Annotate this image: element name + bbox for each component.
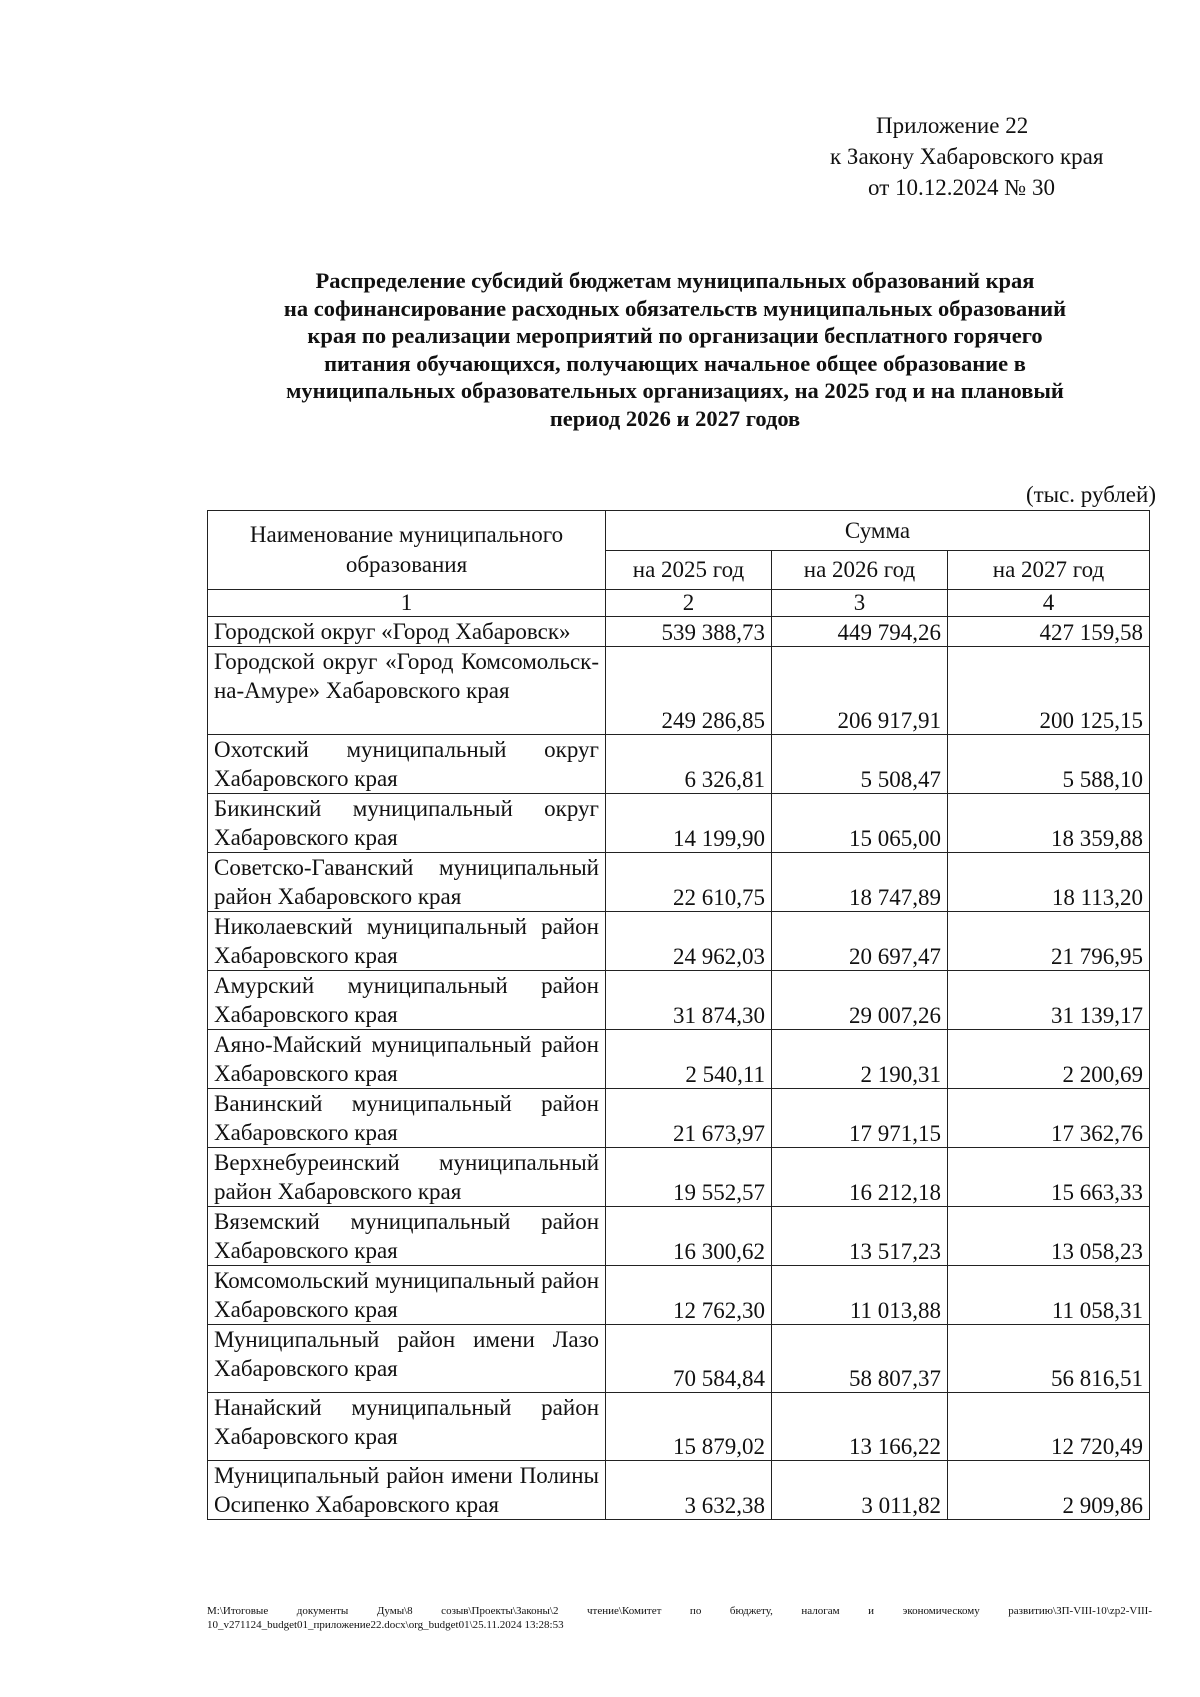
table-row (208, 647, 1150, 735)
value-2027: 18 113,20 (948, 853, 1150, 912)
municipality-name: Муниципальный район имени Полины Осипенко Хабаровского края (208, 1461, 606, 1520)
table-row (208, 1089, 1150, 1148)
appendix-header (780, 110, 1150, 203)
value-2026: 16 212,18 (772, 1148, 948, 1207)
title-line: муниципальных образовательных организациях, на 2025 год и на плановый (286, 378, 1064, 403)
title-line: питания обучающихся, получающих начальное общее образование в (324, 350, 1026, 376)
municipality-name: Охотский муниципальный округ Хабаровского края (208, 735, 606, 794)
value-2026: 3 011,82 (772, 1461, 948, 1520)
value-2026: 13 166,22 (772, 1393, 948, 1461)
table-row (208, 794, 1150, 853)
value-2025: 31 874,30 (606, 971, 772, 1030)
table-row (208, 1325, 1150, 1393)
table-row (208, 617, 1150, 647)
name-column-header: Наименование муниципального образования (208, 511, 606, 590)
table-row (208, 853, 1150, 912)
value-2027: 2 909,86 (948, 1461, 1150, 1520)
municipality-name: Амурский муниципальный район Хабаровского края (208, 971, 606, 1030)
value-2025: 70 584,84 (606, 1325, 772, 1393)
table-row (208, 735, 1150, 794)
value-2027: 56 816,51 (948, 1325, 1150, 1393)
value-2027: 31 139,17 (948, 971, 1150, 1030)
value-2025: 6 326,81 (606, 735, 772, 794)
municipality-name: Николаевский муниципальный район Хабаровского края (208, 912, 606, 971)
value-2026: 15 065,00 (772, 794, 948, 853)
column-number: 2 (606, 590, 772, 617)
value-2027: 13 058,23 (948, 1207, 1150, 1266)
value-2026: 5 508,47 (772, 735, 948, 794)
table-row (208, 1393, 1150, 1461)
table-row (208, 1266, 1150, 1325)
value-2027: 11 058,31 (948, 1266, 1150, 1325)
value-2025: 15 879,02 (606, 1393, 772, 1461)
value-2027: 427 159,58 (948, 617, 1150, 647)
municipality-name: Городской округ «Город Комсомольск-на-Амуре» Хабаровского края (208, 647, 606, 735)
value-2026: 449 794,26 (772, 617, 948, 647)
value-2027: 5 588,10 (948, 735, 1150, 794)
municipality-name: Комсомольский муниципальный район Хабаровского края (208, 1266, 606, 1325)
table-row (208, 1030, 1150, 1089)
sum-column-header: Сумма (606, 511, 1150, 551)
municipality-name: Бикинский муниципальный округ Хабаровского края (208, 794, 606, 853)
municipality-name: Верхнебуреинский муниципальный район Хабаровского края (208, 1148, 606, 1207)
value-2026: 206 917,91 (772, 647, 948, 735)
column-number: 1 (208, 590, 606, 617)
value-2027: 18 359,88 (948, 794, 1150, 853)
table-row (208, 1207, 1150, 1266)
value-2026: 11 013,88 (772, 1266, 948, 1325)
table-row (208, 971, 1150, 1030)
value-2025: 22 610,75 (606, 853, 772, 912)
title-line: Распределение субсидий бюджетам муниципальных образований края (315, 268, 1035, 293)
municipality-name: Муниципальный район имени Лазо Хабаровского края (208, 1325, 606, 1393)
year-2025-header: на 2025 год (606, 551, 772, 590)
table-row (208, 1148, 1150, 1207)
appendix-number: Приложение 22 (876, 113, 1029, 138)
municipality-name: Советско-Гаванский муниципальный район Хабаровского края (208, 853, 606, 912)
municipality-name: Вяземский муниципальный район Хабаровского края (208, 1207, 606, 1266)
value-2025: 21 673,97 (606, 1089, 772, 1148)
value-2025: 16 300,62 (606, 1207, 772, 1266)
value-2025: 539 388,73 (606, 617, 772, 647)
appendix-date: от 10.12.2024 № 30 (868, 175, 1055, 200)
value-2026: 13 517,23 (772, 1207, 948, 1266)
document-title (200, 267, 1150, 432)
value-2025: 24 962,03 (606, 912, 772, 971)
value-2026: 18 747,89 (772, 853, 948, 912)
value-2025: 14 199,90 (606, 794, 772, 853)
value-2027: 2 200,69 (948, 1030, 1150, 1089)
value-2025: 2 540,11 (606, 1030, 772, 1089)
subsidy-table (207, 510, 1150, 1520)
year-2026-header: на 2026 год (772, 551, 948, 590)
municipality-name: Городской округ «Город Хабаровск» (208, 617, 606, 647)
municipality-name: Аяно-Майский муниципальный район Хабаровского края (208, 1030, 606, 1089)
units-label: (тыс. рублей) (1025, 482, 1156, 507)
value-2026: 20 697,47 (772, 912, 948, 971)
table-row (208, 1461, 1150, 1520)
appendix-law: к Закону Хабаровского края (830, 144, 1104, 169)
title-line: период 2026 и 2027 годов (549, 405, 801, 431)
value-2026: 2 190,31 (772, 1030, 948, 1089)
municipality-name: Нанайский муниципальный район Хабаровского края (208, 1393, 606, 1461)
title-line: на софинансирование расходных обязательств муниципальных образований (283, 295, 1067, 321)
value-2025: 12 762,30 (606, 1266, 772, 1325)
value-2027: 200 125,15 (948, 647, 1150, 735)
value-2026: 17 971,15 (772, 1089, 948, 1148)
value-2025: 19 552,57 (606, 1148, 772, 1207)
municipality-name: Ванинский муниципальный район Хабаровского края (208, 1089, 606, 1148)
value-2026: 58 807,37 (772, 1325, 948, 1393)
column-number: 3 (772, 590, 948, 617)
value-2026: 29 007,26 (772, 971, 948, 1030)
value-2025: 249 286,85 (606, 647, 772, 735)
value-2027: 21 796,95 (948, 912, 1150, 971)
column-number: 4 (948, 590, 1150, 617)
value-2025: 3 632,38 (606, 1461, 772, 1520)
value-2027: 15 663,33 (948, 1148, 1150, 1207)
value-2027: 17 362,76 (948, 1089, 1150, 1148)
value-2027: 12 720,49 (948, 1393, 1150, 1461)
title-line: края по реализации мероприятий по организации бесплатного горячего (307, 323, 1043, 348)
year-2027-header: на 2027 год (948, 551, 1150, 590)
table-row (208, 912, 1150, 971)
file-path-footer: M:\Итоговые документы Думы\8 созыв\Проекты\Законы\2 чтение\Комитет по бюджету, налогам и экономическому развитию\ЗП-VIII-10\zp2-VIII-10_v271124_budget01_приложение22.docx\org_budget01\25.11.2024 13:28:53 (207, 1605, 1152, 1631)
